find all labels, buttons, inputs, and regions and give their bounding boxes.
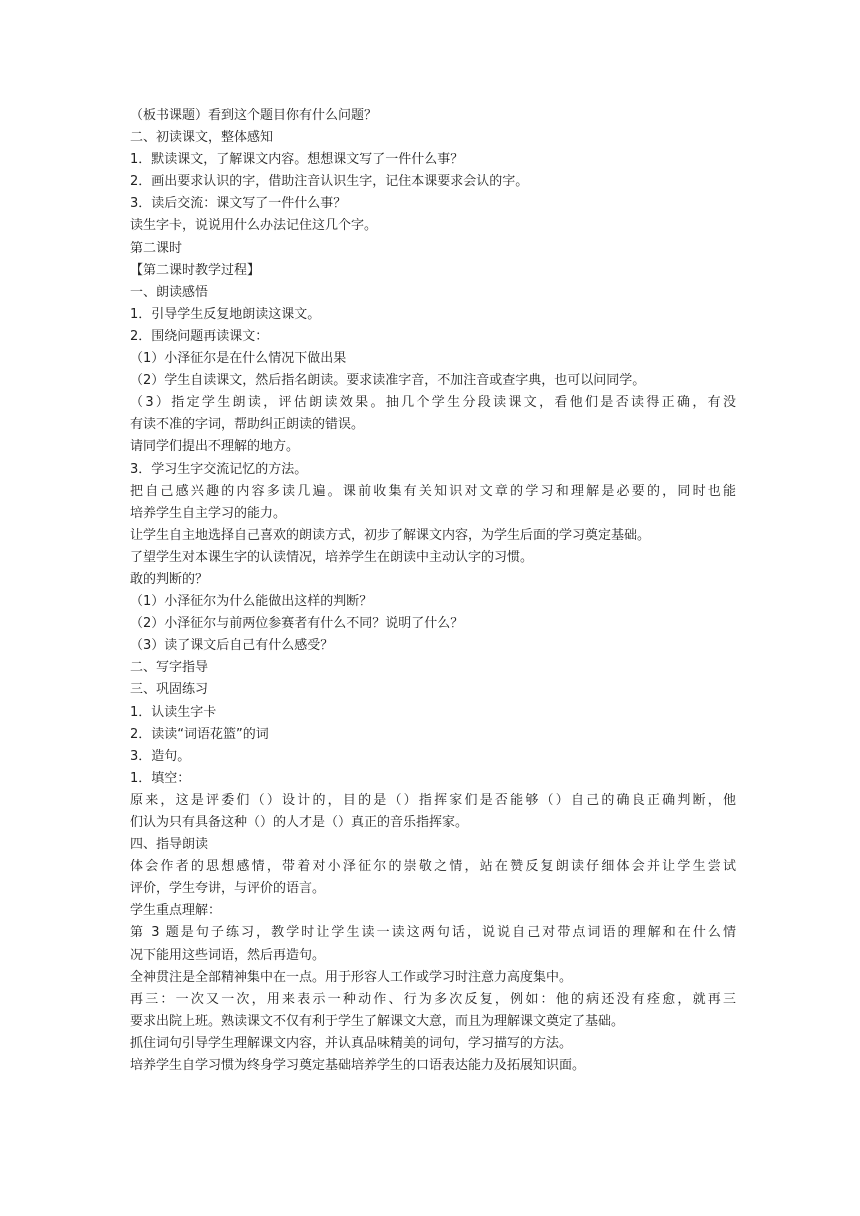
text-line: 让学生自主地选择自己喜欢的朗读方式，初步了解课文内容，为学生后面的学习奠定基础。: [130, 527, 651, 543]
text-line: 2．围绕问题再读课文：: [130, 328, 269, 344]
section-heading: 第二课时: [130, 240, 183, 256]
text-line: （2）学生自读课文，然后指名朗读。要求读准字音，不加注音或查字典，也可以问同学。: [130, 373, 646, 389]
section-heading: 二、写字指导: [130, 660, 209, 676]
text-line: 2．读读“词语花篮”的词: [130, 726, 269, 742]
text-line: 1．填空：: [130, 770, 191, 786]
text-line: （3）读了课文后自己有什么感受？: [130, 638, 334, 654]
text-line: 们认为只有具备这种（）的人才是（）真正的音乐指挥家。: [130, 815, 469, 830]
text-line: （1）小泽征尔为什么能做出这样的判断？: [130, 594, 373, 610]
text-line: 培养学生自学习惯为终身学习奠定基础培养学生的口语表达能力及拓展知识面。: [130, 1058, 586, 1074]
text-line: 有读不准的字词，帮助纠正朗读的错误。: [130, 417, 365, 433]
text-line: 要求出院上班。熟读课文不仅有利于学生了解课文大意，而且为理解课文奠定了基础。: [130, 1013, 625, 1029]
text-line: 1．引导学生反复地朗读这课文。: [130, 306, 321, 322]
text-line: 读生字卡，说说用什么办法记住这几个字。: [130, 218, 378, 234]
text-line: （1）小泽征尔是在什么情况下做出果: [130, 351, 347, 367]
text-line: 学生重点理解：: [130, 903, 222, 919]
text-line: 1．认读生字卡: [130, 704, 217, 720]
text-line: 况下能用这些词语，然后再造句。: [130, 947, 326, 963]
text-line: 体会作者的思想感情，带着对小泽征尔的崇敬之情，站在赞反复朗读仔细体会并让学生尝试: [130, 859, 736, 875]
text-line: 把自己感兴趣的内容多读几遍。课前收集有关知识对文章的学习和理解是必要的，同时也能: [130, 483, 736, 499]
text-line: 请同学们提出不理解的地方。: [130, 439, 300, 455]
text-line: 1．默读课文，了解课文内容。想想课文写了一件什么事？: [130, 152, 464, 168]
text-line: 3．造句。: [130, 748, 191, 764]
text-line: 敢的判断的？: [130, 571, 209, 587]
section-heading: 三、巩固练习: [130, 682, 209, 698]
section-heading: 一、朗读感悟: [130, 284, 209, 300]
text-line: （3）指定学生朗读，评估朗读效果。抽几个学生分段读课文，看他们是否读得正确，有没: [130, 395, 736, 411]
text-line: 原来，这是评委们（）设计的，目的是（）指挥家们是否能够（）自己的确良正确判断，他: [130, 792, 736, 808]
text-line: 再三：一次又一次，用来表示一种动作、行为多次反复，例如：他的病还没有痊愈，就再三: [130, 991, 736, 1007]
text-line: （2）小泽征尔与前两位参赛者有什么不同？说明了什么？: [130, 616, 464, 632]
section-heading: 二、初读课文，整体感知: [130, 130, 274, 146]
text-line: 3．读后交流：课文写了一件什么事？: [130, 196, 347, 212]
text-line: 评价，学生夸讲，与评价的语言。: [130, 881, 326, 897]
text-line: 抓住词句引导学生理解课文内容，并认真品味精美的词句，学习描写的方法。: [130, 1035, 573, 1051]
text-line: 3．学习生字交流记忆的方法。: [130, 461, 308, 477]
text-line: 了望学生对本课生字的认读情况，培养学生在朗读中主动认字的习惯。: [130, 549, 534, 565]
text-line: 2．画出要求认识的字，借助注音认识生字，记住本课要求会认的字。: [130, 174, 529, 190]
section-heading: 【第二课时教学过程】: [130, 262, 261, 278]
text-line: 全神贯注是全部精神集中在一点。用于形容人工作或学习时注意力高度集中。: [130, 969, 573, 985]
text-line: 第 3 题是句子练习，教学时让学生读一读这两句话，说说自己对带点词语的理解和在什么情: [130, 925, 736, 941]
text-line: 培养学生自主学习的能力。: [130, 505, 287, 521]
section-heading: 四、指导朗读: [130, 837, 209, 853]
text-line: （板书课题）看到这个题目你有什么问题？: [130, 108, 378, 123]
document-body: [130, 105, 736, 1077]
